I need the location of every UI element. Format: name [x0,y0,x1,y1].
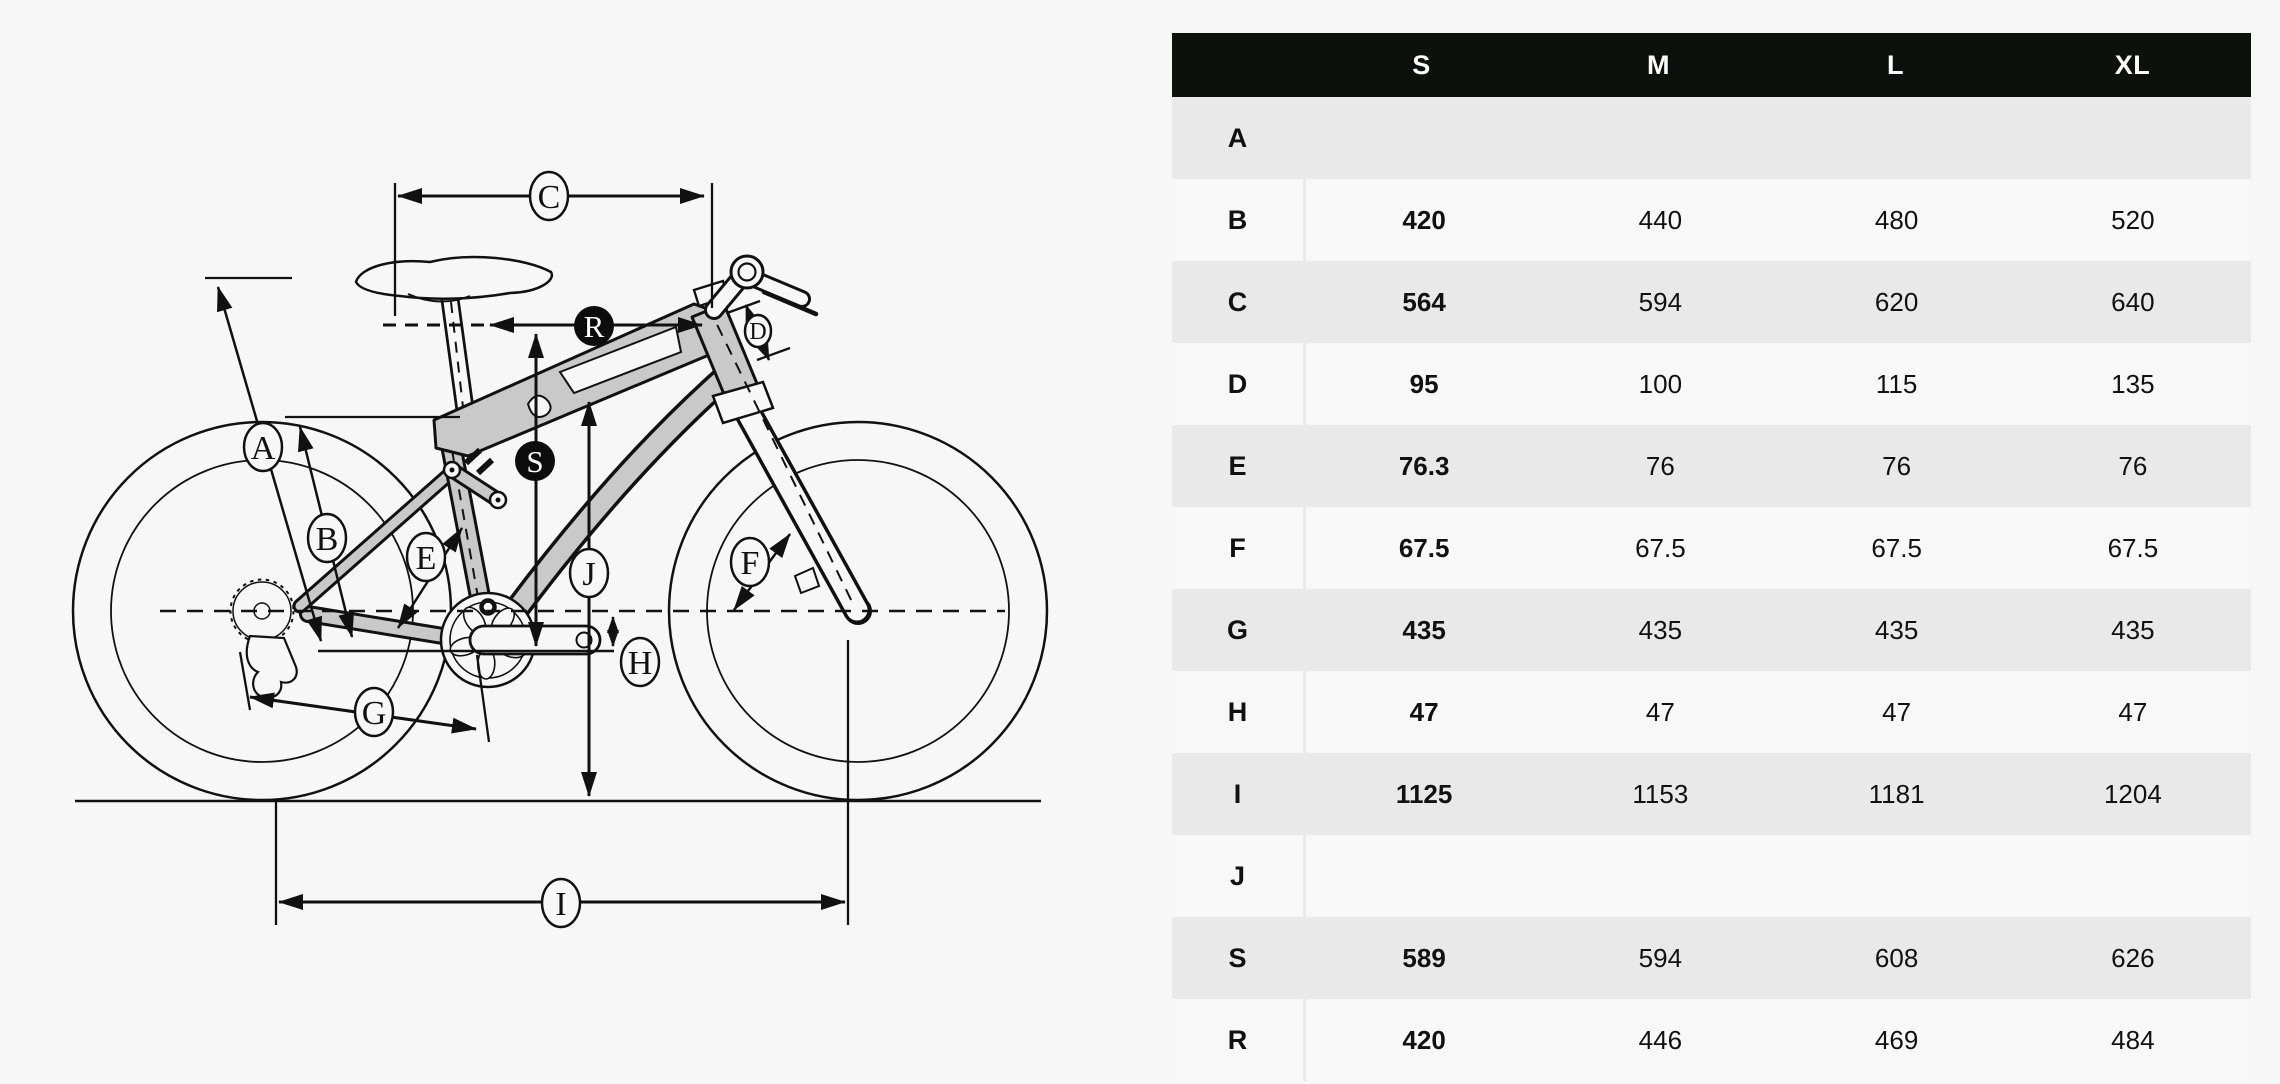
row-label: B [1172,179,1306,261]
cell-s: 67.5 [1398,532,1450,563]
cell-s: 435 [1402,614,1446,645]
table-header-corner [1172,33,1303,97]
cell-l [1779,835,2015,917]
dim-label-b [308,514,346,562]
cell-m [1542,835,1778,917]
cell-s [1306,97,1542,179]
cell-m: 446 [1638,1024,1683,1055]
svg-text:F: F [740,545,760,582]
cell-l: 469 [1874,1024,1919,1055]
rear-derailleur [247,636,297,698]
table-row-r [1172,999,2251,1081]
svg-text:R: R [583,309,605,344]
cell-l: 115 [1875,368,1918,399]
cell-l: 1181 [1868,778,1925,809]
table-row-d [1172,343,2251,425]
cell-m: 435 [1638,614,1683,645]
dim-label-e [407,533,445,581]
svg-text:B: B [315,521,339,558]
table-row-e [1172,425,2251,507]
geometry-table [1172,33,2251,1081]
dim-label-j [570,549,608,597]
svg-text:A: A [250,430,276,467]
cell-s: 1125 [1395,778,1453,809]
cell-l: 608 [1874,942,1919,973]
cell-xl: 520 [2111,204,2155,235]
table-row-h [1172,671,2251,753]
table-row-g [1172,589,2251,671]
row-label: G [1172,589,1306,671]
table-row-s [1172,917,2251,999]
cell-xl: 484 [2111,1024,2155,1055]
cell-s [1306,835,1542,917]
cell-l: 480 [1874,204,1919,235]
table-row-c [1172,261,2251,343]
saddle [356,257,552,302]
cell-m: 594 [1638,942,1683,973]
svg-text:E: E [415,540,437,577]
cell-m: 67.5 [1635,532,1686,563]
cell-s: 589 [1402,942,1446,973]
cell-xl [2015,835,2251,917]
cell-s: 47 [1409,696,1439,727]
cell-s: 95 [1409,368,1439,399]
row-label: A [1172,97,1306,179]
dim-label-f [731,538,769,586]
table-row-a [1172,97,2251,179]
cell-l: 620 [1874,286,1919,317]
row-label: C [1172,261,1306,343]
column-header-m: M [1647,49,1670,80]
cell-l: 76 [1882,450,1912,481]
cell-l: 47 [1882,696,1912,727]
column-header-xl: XL [2114,49,2151,80]
cell-m: 440 [1638,204,1683,235]
crankset [441,593,600,687]
row-label: S [1172,917,1306,999]
dim-label-r [574,306,614,346]
dim-label-h [621,638,659,686]
table-row-b [1172,179,2251,261]
cell-xl: 1204 [2103,778,2162,809]
cell-xl: 76 [2118,450,2148,481]
svg-text:J: J [582,556,596,593]
row-label: H [1172,671,1306,753]
svg-text:I: I [555,886,567,923]
cell-xl: 135 [2111,368,2155,399]
cell-xl: 435 [2111,614,2155,645]
svg-text:H: H [627,645,653,682]
svg-text:D: D [749,319,767,345]
seatpost [449,292,467,424]
table-row-f [1172,507,2251,589]
cell-m [1542,97,1778,179]
cell-s: 76.3 [1398,450,1450,481]
cell-s: 420 [1402,204,1446,235]
cell-l: 67.5 [1871,532,1922,563]
row-label: F [1172,507,1306,589]
dim-label-d [745,315,771,347]
dim-label-i [542,879,580,927]
cell-m: 100 [1638,368,1683,399]
cell-l [1779,97,2015,179]
svg-text:G: G [361,695,387,732]
row-label: I [1172,753,1306,835]
cell-xl: 47 [2118,696,2148,727]
row-label: J [1172,835,1306,917]
dim-label-a [244,423,282,471]
row-label: D [1172,343,1306,425]
dim-label-g [355,688,393,736]
table-header-row [1172,33,2251,97]
cell-m: 1153 [1632,778,1689,809]
cassette [231,580,294,643]
svg-text:S: S [526,444,544,479]
row-label: E [1172,425,1306,507]
dim-label-s [515,441,555,481]
cell-m: 76 [1645,450,1675,481]
dim-label-c [530,172,568,220]
cell-xl: 67.5 [2107,532,2159,563]
cell-xl: 626 [2111,942,2155,973]
cell-m: 594 [1638,286,1683,317]
cell-m: 47 [1645,696,1675,727]
table-row-i [1172,753,2251,835]
column-header-s: S [1412,49,1431,80]
row-label: R [1172,999,1306,1081]
table-row-j [1172,835,2251,917]
cell-l: 435 [1874,614,1919,645]
cell-xl: 640 [2111,286,2155,317]
column-header-l: L [1887,49,1904,80]
cell-xl [2015,97,2251,179]
svg-text:C: C [537,179,561,216]
cell-s: 564 [1402,286,1446,317]
cell-s: 420 [1402,1024,1446,1055]
